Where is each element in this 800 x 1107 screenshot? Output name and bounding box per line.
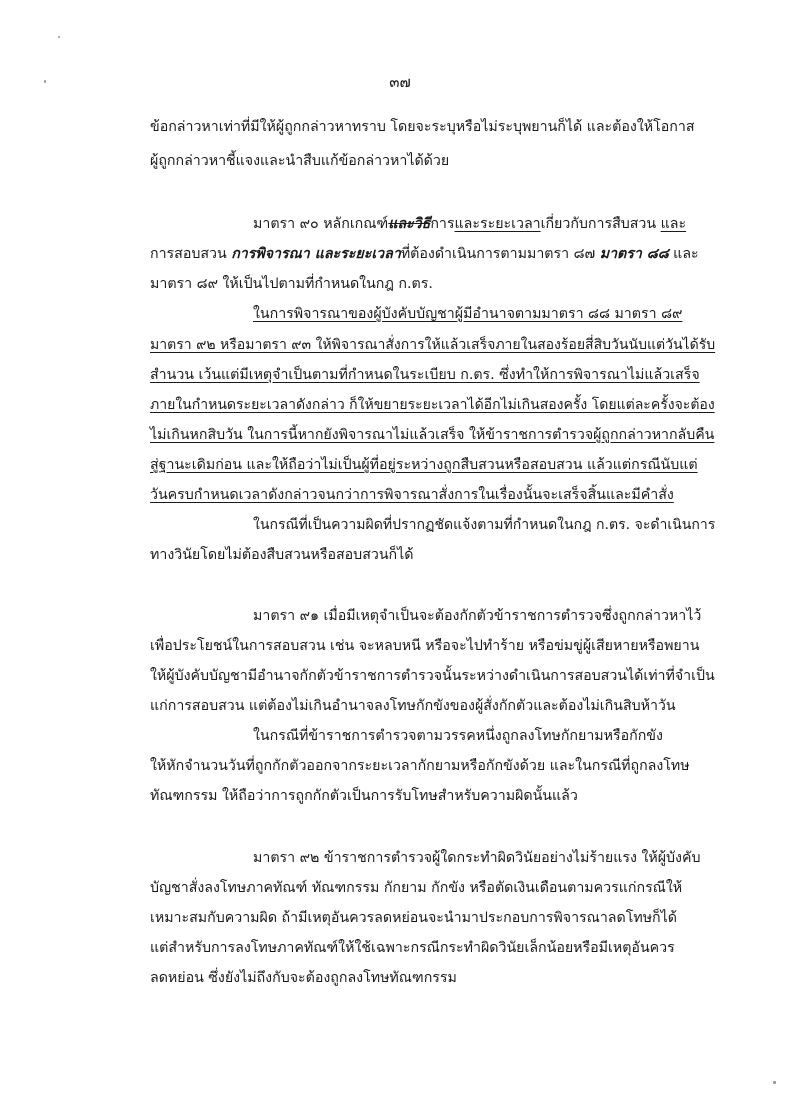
s90-line-1 — [253, 214, 686, 234]
s90-l1-a: มาตรา ๙๐ หลักเกณฑ์ — [253, 216, 389, 232]
s92-line-1: มาตรา ๙๒ ข้าราชการตำรวจผู้ใดกระทำผิดวินัยอย่างไม่ร้ายแรง ให้ผู้บังคับ — [253, 850, 701, 866]
s90-line-3: มาตรา ๘๙ ให้เป็นไปตามที่กำหนดในกฎ ก.ตร. — [150, 276, 433, 292]
scan-speck — [44, 80, 46, 83]
s90-amend-line-4: ภายในกำหนดระยะเวลาดังกล่าว ก็ให้ขยายระยะเวลาได้อีกไม่เกินสองครั้ง โดยแต่ละครั้งจะต้อง — [150, 397, 715, 413]
s90-l1-c: เกี่ยวกับการสืบสวน — [540, 216, 661, 232]
s90-line-4: ในกรณีที่เป็นความผิดที่ปรากฏชัดแจ้งตามที่กำหนดในกฎ ก.ตร. จะดำเนินการ — [253, 517, 716, 533]
intro-line-1: ข้อกล่าวหาเท่าที่มีให้ผู้ถูกกล่าวหาทราบ โดยจะระบุหรือไม่ระบุพยานก็ได้ และต้องให้โอกาส — [150, 119, 695, 135]
s91-line-1: มาตรา ๙๑ เมื่อมีเหตุจำเป็นจะต้องกักตัวข้าราชการตำรวจซึ่งถูกกล่าวหาไว้ — [253, 608, 702, 624]
s90-l2-bold-2: มาตรา ๘๘ — [599, 246, 669, 262]
s90-l2-a: การสอบสวน — [150, 246, 232, 262]
s92-line-3: เหมาะสมกับความผิด ถ้ามีเหตุอันควรลดหย่อนจะนำมาประกอบการพิจารณาลดโทษก็ได้ — [150, 910, 677, 926]
scan-speck — [773, 1081, 776, 1084]
s90-l1-underline-2: และ — [660, 216, 687, 232]
s90-l1-underline: และระยะเวลา — [454, 216, 541, 232]
s90-amend-line-5: ไม่เกินหกสิบวัน ในการนี้หากยังพิจารณาไม่แล้วเสร็จ ให้ข้าราชการตำรวจผู้ถูกกล่าวหากลับคืน — [150, 427, 715, 443]
s90-amend-line-1: ในการพิจารณาของผู้บังคับบัญชาผู้มีอำนาจตามมาตรา ๘๘ มาตรา ๘๙ — [253, 306, 683, 322]
s90-l1-strike: และวิธี — [388, 216, 431, 232]
s91-line-7: ทัณฑกรรม ให้ถือว่าการถูกกักตัวเป็นการรับโทษสำหรับความผิดนั้นแล้ว — [150, 788, 578, 804]
s90-amend-line-6: สู่ฐานะเดิมก่อน และให้ถือว่าไม่เป็นผู้ที่อยู่ระหว่างถูกสืบสวนหรือสอบสวน แล้วแต่กรณีนับแต่ — [150, 457, 698, 473]
s92-line-4: แต่สำหรับการลงโทษภาคทัณฑ์ให้ใช้เฉพาะกรณีกระทำผิดวินัยเล็กน้อยหรือมีเหตุอันควร — [150, 940, 675, 956]
s90-line-5: ทางวินัยโดยไม่ต้องสืบสวนหรือสอบสวนก็ได้ — [150, 547, 414, 563]
s90-line-2 — [150, 244, 699, 264]
s90-l1-b: การ — [430, 216, 455, 232]
scan-speck — [58, 36, 60, 38]
s91-line-6: ให้หักจำนวนวันที่ถูกกักตัวออกจากระยะเวลากักยามหรือกักขังด้วย และในกรณีที่ถูกลงโทษ — [150, 758, 690, 774]
s90-l2-b: ที่ต้องดำเนินการตามมาตรา ๘๗ — [400, 246, 600, 262]
s90-l2-c: และ — [668, 246, 699, 262]
s91-line-3: ให้ผู้บังคับบัญชามีอำนาจกักตัวข้าราชการตำรวจนั้นระหว่างดำเนินการสอบสวนได้เท่าที่จำเป็น — [150, 668, 715, 684]
s90-amend-line-3: สำนวน เว้นแต่มีเหตุจำเป็นตามที่กำหนดในระเบียบ ก.ตร. ซึ่งทำให้การพิจารณาไม่แล้วเสร็จ — [150, 367, 700, 383]
s91-line-4: แก่การสอบสวน แต่ต้องไม่เกินอำนาจลงโทษกักขังของผู้สั่งกักตัวและต้องไม่เกินสิบห้าวัน — [150, 698, 676, 714]
s92-line-2: บัญชาสั่งลงโทษภาคทัณฑ์ ทัณฑกรรม กักยาม กักขัง หรือตัดเงินเดือนตามควรแก่กรณีให้ — [150, 880, 683, 896]
s91-line-2: เพื่อประโยชน์ในการสอบสวน เช่น จะหลบหนี หรือจะไปทำร้าย หรือข่มขู่ผู้เสียหายหรือพยาน — [150, 638, 700, 654]
intro-line-2: ผู้ถูกกล่าวหาชี้แจงและนำสืบแก้ข้อกล่าวหาได้ด้วย — [150, 153, 450, 169]
s90-amend-line-2: มาตรา ๙๒ หรือมาตรา ๙๓ ให้พิจารณาสั่งการให้แล้วเสร็จภายในสองร้อยสี่สิบวันนับแต่วันได้รับ — [150, 337, 716, 353]
s92-line-5: ลดหย่อน ซึ่งยังไม่ถึงกับจะต้องถูกลงโทษทัณฑกรรม — [150, 970, 457, 986]
s90-amend-line-7: วันครบกำหนดเวลาดังกล่าวจนกว่าการพิจารณาสั่งการในเรื่องนั้นจะเสร็จสิ้นและมีคำสั่ง — [150, 487, 674, 503]
page-number: ๓๗ — [389, 73, 411, 91]
s90-l2-bold-1: การพิจารณา และระยะเวลา — [231, 246, 401, 262]
s91-line-5: ในกรณีที่ข้าราชการตำรวจตามวรรคหนึ่งถูกลงโทษกักยามหรือกักขัง — [253, 728, 663, 744]
